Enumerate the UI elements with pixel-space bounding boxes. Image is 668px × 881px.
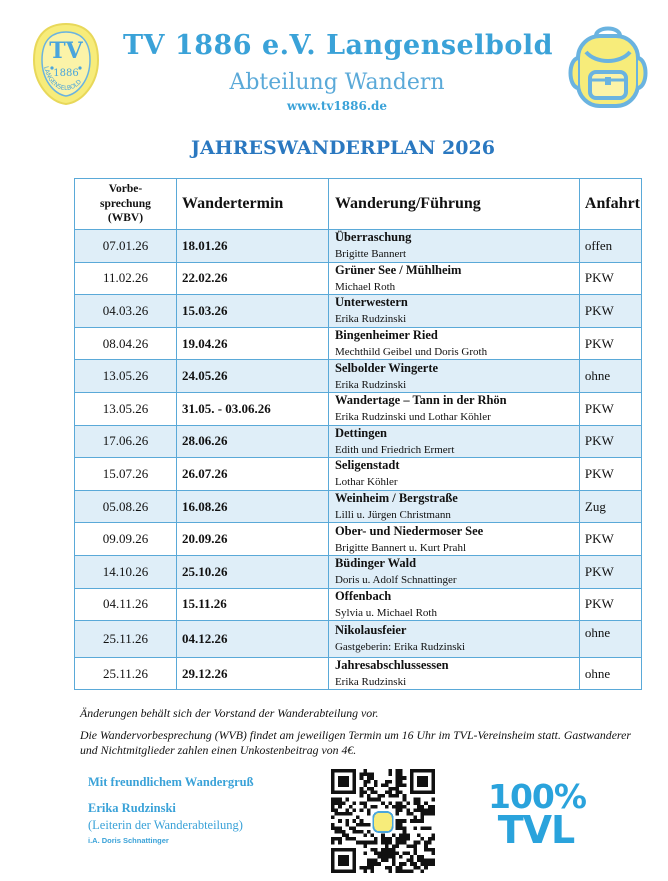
cell-anfahrt: PKW [579, 327, 641, 360]
tour-leader: Gastgeberin: Erika Rudzinski [334, 641, 466, 654]
cell-anfahrt: ohne [579, 360, 641, 393]
table-row [75, 458, 642, 491]
cell-anfahrt: offen [579, 230, 641, 263]
header-wbv-line1: Vorbe- [108, 183, 143, 196]
cell-wanderung [328, 360, 579, 393]
cell-anfahrt: ohne [579, 657, 641, 690]
tour-title: Weinheim / Bergstraße [334, 491, 458, 506]
tour-title: Grüner See / Mühlheim [334, 262, 462, 277]
cell-wanderung [328, 588, 579, 621]
club-url[interactable]: www.tv1886.de [286, 99, 388, 113]
header-anfahrt: Anfahrt [579, 179, 641, 230]
cell-wanderung [328, 458, 579, 491]
cell-wbv: 13.05.26 [75, 360, 177, 393]
changes-note: Änderungen behält sich der Vorstand der Wanderabteilung vor. [80, 706, 379, 720]
tour-title: Seligenstadt [334, 458, 400, 473]
tour-leader: Erika Rudzinski [334, 676, 407, 689]
table-row [75, 555, 642, 588]
crest-year: 1886 [53, 68, 79, 79]
tour-title: Offenbach [334, 588, 392, 603]
cell-wanderung [328, 523, 579, 556]
tour-title: Wandertage – Tann in der Rhön [334, 393, 507, 408]
cell-termin: 31.05. - 03.06.26 [176, 392, 328, 425]
tour-leader: Michael Roth [334, 280, 396, 293]
tour-leader: Erika Rudzinski [334, 313, 407, 326]
table-row [75, 621, 642, 658]
tour-leader: Sylvia u. Michael Roth [334, 606, 437, 619]
tour-leader: Erika Rudzinski und Lothar Köhler [334, 411, 491, 424]
cell-wbv: 14.10.26 [75, 555, 177, 588]
tour-title: Bingenheimer Ried [334, 328, 438, 343]
cell-termin: 28.06.26 [176, 425, 328, 458]
tour-title: Unterwestern [334, 295, 408, 310]
signer-name: Erika Rudzinski [88, 801, 176, 815]
backpack-icon [566, 22, 650, 112]
cell-wbv: 04.03.26 [75, 295, 177, 328]
cell-wbv: 07.01.26 [75, 230, 177, 263]
department-name: Abteilung Wandern [229, 70, 445, 95]
tour-title: Nikolausfeier [334, 623, 407, 638]
tvl-name: TVL [497, 808, 575, 852]
cell-wbv: 25.11.26 [75, 621, 177, 658]
tour-leader: Brigitte Bannert u. Kurt Prahl [334, 541, 466, 554]
plan-title: JAHRESWANDERPLAN 2026 [191, 137, 495, 159]
cell-wanderung [328, 555, 579, 588]
cell-wanderung [328, 621, 579, 658]
table-row [75, 490, 642, 523]
cell-anfahrt: ohne [579, 621, 641, 658]
cell-termin: 24.05.26 [176, 360, 328, 393]
tour-title: Jahresabschlussessen [334, 658, 449, 673]
table-row [75, 360, 642, 393]
ia-note: i.A. Doris Schnattinger [88, 836, 169, 845]
cell-termin: 25.10.26 [176, 555, 328, 588]
table-row [75, 425, 642, 458]
table-row [75, 295, 642, 328]
hiking-plan-table [74, 178, 642, 690]
header-wbv-line2: sprechung [100, 197, 151, 210]
club-name: TV 1886 e.V. Langenselbold [122, 30, 554, 61]
cell-termin: 19.04.26 [176, 327, 328, 360]
tour-leader: Mechthild Geibel und Doris Groth [334, 346, 488, 359]
cell-anfahrt: PKW [579, 392, 641, 425]
cell-anfahrt: PKW [579, 425, 641, 458]
cell-anfahrt: PKW [579, 262, 641, 295]
cell-termin: 16.08.26 [176, 490, 328, 523]
cell-wbv: 11.02.26 [75, 262, 177, 295]
tour-leader: Lothar Köhler [334, 476, 398, 489]
table-row [75, 657, 642, 690]
cell-wbv: 05.08.26 [75, 490, 177, 523]
page-header [0, 0, 668, 125]
cell-wbv: 13.05.26 [75, 392, 177, 425]
cell-wanderung [328, 327, 579, 360]
cell-wanderung [328, 295, 579, 328]
table-row [75, 588, 642, 621]
cell-termin: 22.02.26 [176, 262, 328, 295]
header-wbv [75, 179, 177, 230]
cell-wbv: 25.11.26 [75, 657, 177, 690]
table-header-row [75, 179, 642, 230]
table-row [75, 327, 642, 360]
tour-leader: Brigitte Bannert [334, 248, 407, 261]
cell-termin: 15.03.26 [176, 295, 328, 328]
table-row [75, 392, 642, 425]
cell-termin: 20.09.26 [176, 523, 328, 556]
tour-leader: Lilli u. Jürgen Christmann [334, 509, 451, 522]
cell-anfahrt: PKW [579, 523, 641, 556]
tour-title: Überraschung [334, 230, 412, 245]
table-row [75, 523, 642, 556]
tour-title: Selbolder Wingerte [334, 360, 439, 375]
tour-leader: Edith und Friedrich Ermert [334, 443, 455, 456]
cell-wanderung [328, 392, 579, 425]
cell-wanderung [328, 490, 579, 523]
tour-leader: Doris u. Adolf Schnattinger [334, 574, 457, 587]
cell-anfahrt: PKW [579, 555, 641, 588]
cell-wanderung [328, 425, 579, 458]
cell-wbv: 09.09.26 [75, 523, 177, 556]
cell-termin: 18.01.26 [176, 230, 328, 263]
wvb-note: Die Wandervorbesprechung (WVB) findet am jeweiligen Termin um 16 Uhr im TVL-Vereinsheim statt. Gastwanderer und Nichtmitglieder zahlen einen Unkostenbeitrag von 4€. [80, 728, 631, 757]
cell-termin: 26.07.26 [176, 458, 328, 491]
cell-wanderung [328, 230, 579, 263]
cell-termin: 04.12.26 [176, 621, 328, 658]
tvl-percent: 100% [488, 777, 586, 816]
crest-tv: TV [49, 38, 83, 64]
table-row [75, 230, 642, 263]
tour-leader: Erika Rudzinski [334, 378, 407, 391]
crest-ring-text: LANGENSELBOLD [42, 65, 84, 93]
tvl-badge [488, 777, 586, 852]
tour-title: Dettingen [334, 425, 388, 440]
cell-wbv: 08.04.26 [75, 327, 177, 360]
cell-wanderung [328, 657, 579, 690]
cell-wbv: 17.06.26 [75, 425, 177, 458]
header-termin: Wandertermin [176, 179, 328, 230]
cell-anfahrt: PKW [579, 295, 641, 328]
cell-anfahrt: PKW [579, 588, 641, 621]
cell-termin: 15.11.26 [176, 588, 328, 621]
tour-title: Büdinger Wald [334, 556, 417, 571]
cell-wbv: 04.11.26 [75, 588, 177, 621]
tour-title: Ober- und Niedermoser See [334, 523, 484, 538]
table-row [75, 262, 642, 295]
signer-role: (Leiterin der Wanderabteilung) [88, 818, 243, 832]
greeting: Mit freundlichem Wandergruß [88, 775, 254, 789]
header-wanderung: Wanderung/Führung [328, 179, 579, 230]
cell-termin: 29.12.26 [176, 657, 328, 690]
cell-anfahrt: Zug [579, 490, 641, 523]
table-body [75, 230, 642, 690]
cell-wbv: 15.07.26 [75, 458, 177, 491]
cell-anfahrt: PKW [579, 458, 641, 491]
qr-code-icon[interactable] [331, 769, 435, 873]
header-wbv-line3: (WBV) [107, 212, 144, 225]
cell-wanderung [328, 262, 579, 295]
